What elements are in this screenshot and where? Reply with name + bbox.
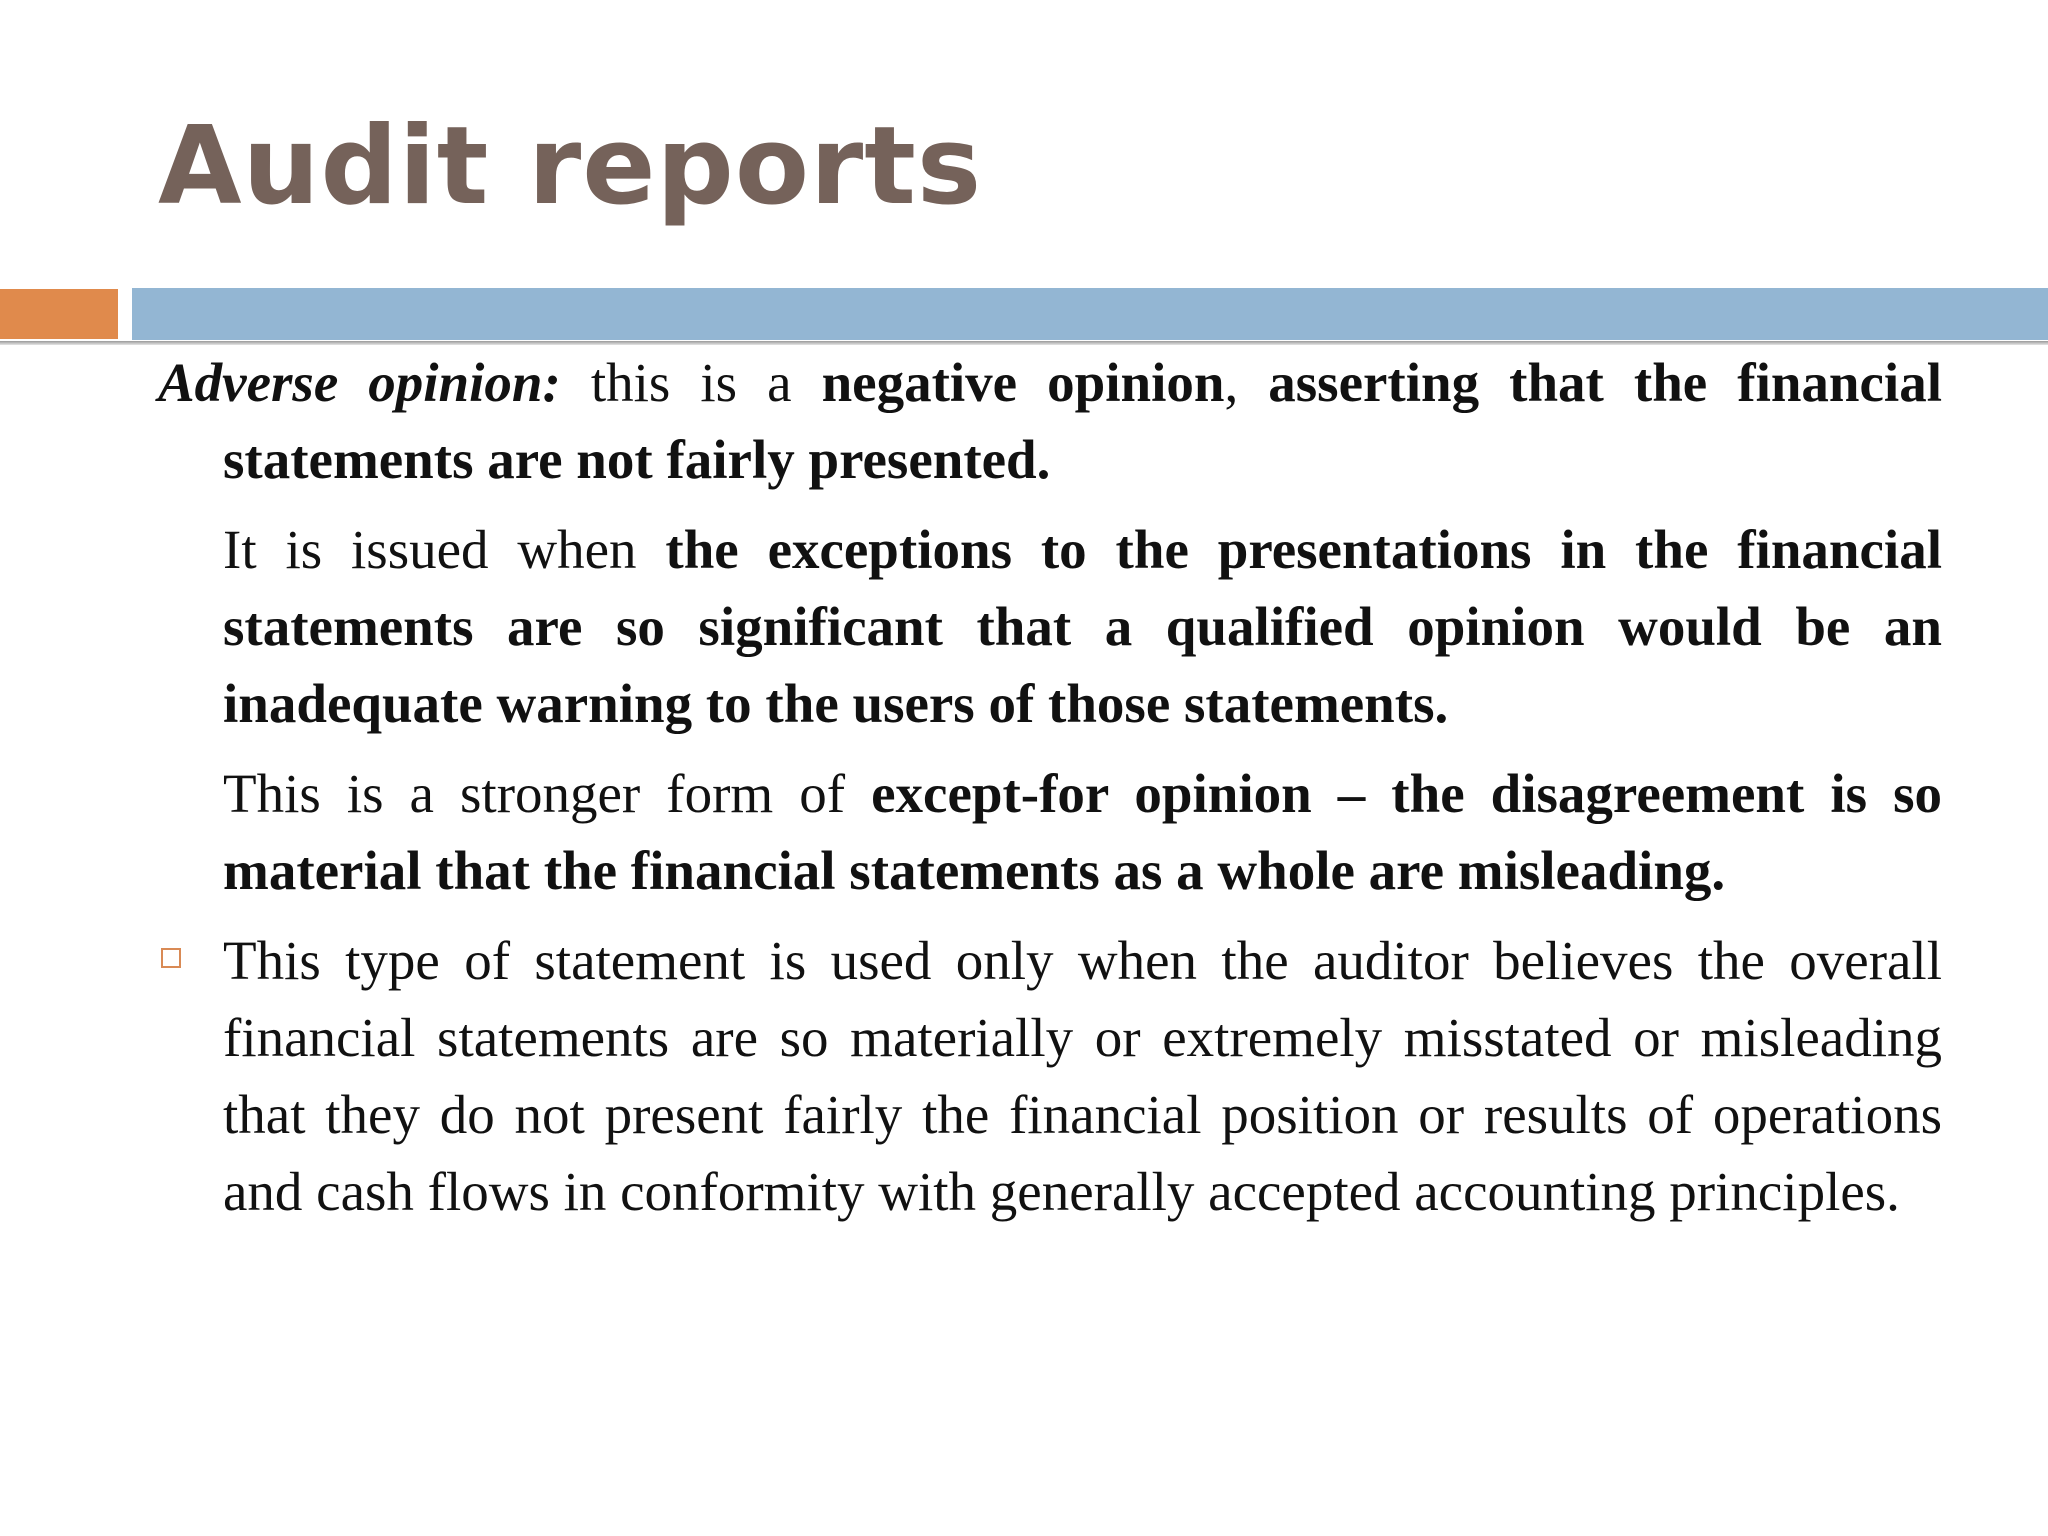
paragraph-adverse-opinion xyxy=(158,344,1942,498)
bullet-text: This type of statement is used only when the auditor believes the overall financial statements are so materially or extremely misstated or misleading that they do not present fairly the financial position or results of operations and cash flows in conformity with generally accepted accounting principles. xyxy=(223,930,1942,1222)
accent-bar-blue xyxy=(132,288,2048,340)
slide-title: Audit reports xyxy=(158,104,983,229)
slide-body xyxy=(158,344,1942,1230)
paragraph-bold-text: asserting that the financial statements are not fairly presented. xyxy=(223,352,1942,490)
paragraph-text: , xyxy=(1224,352,1269,413)
term-adverse-opinion: Adverse opinion: xyxy=(158,352,561,413)
paragraph-bold-text: except-for opinion – the disagreement is so material that the financial statements as a whole are misleading. xyxy=(223,763,1942,901)
paragraph-bold-text: the exceptions to the presentations in the financial statements are so significant that a qualified opinion would be an inadequate warning to the users of those statements. xyxy=(223,519,1942,734)
accent-bar-orange xyxy=(0,289,118,339)
paragraph-stronger-form xyxy=(158,755,1942,909)
paragraph-text: It is issued when xyxy=(223,519,666,580)
paragraph-bold-text: negative opinion xyxy=(821,352,1225,413)
bullet-item xyxy=(158,922,1942,1230)
hollow-square-bullet-icon xyxy=(161,948,181,968)
paragraph-issued-when xyxy=(158,511,1942,742)
paragraph-text: This is a stronger form of xyxy=(223,763,872,824)
paragraph-text: this is a xyxy=(560,352,822,413)
